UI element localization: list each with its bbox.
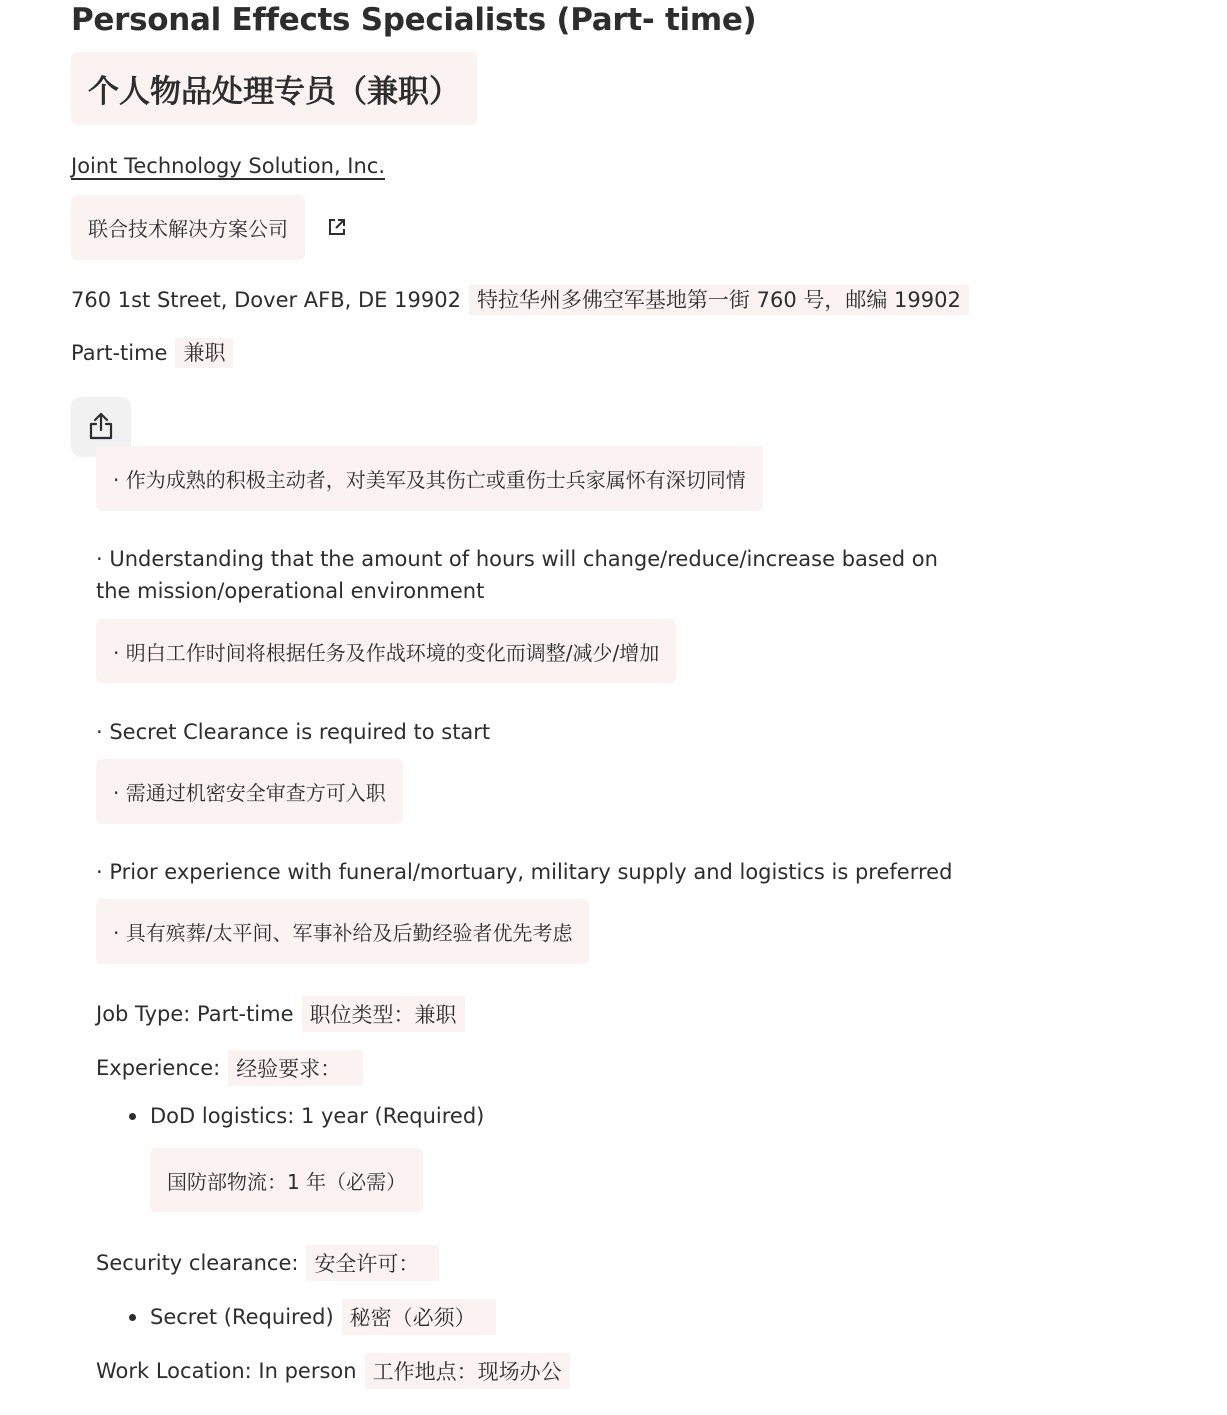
job-title-translation: 个人物品处理专员（兼职）: [71, 52, 477, 125]
security-heading: [96, 1245, 439, 1281]
security-item-translation: 秘密（必须）: [342, 1299, 496, 1335]
job-title: Personal Effects Specialists (Part- time): [71, 2, 757, 38]
experience-label-translation: 经验要求：: [228, 1050, 363, 1086]
job-type-row: [71, 337, 233, 367]
work-location-text: Work Location: In person: [96, 1359, 357, 1383]
description-partial-translation: · 作为成熟的积极主动者，对美军及其伤亡或重伤士兵家属怀有深切同情: [96, 446, 763, 511]
work-location: [96, 1353, 570, 1389]
experience-item-text: DoD logistics: 1 year (Required): [150, 1104, 485, 1128]
description-item: · Secret Clearance is required to start: [96, 720, 491, 744]
address-translation: 特拉华州多佛空军基地第一街 760 号，邮编 19902: [469, 285, 969, 315]
work-location-translation: 工作地点：现场办公: [365, 1353, 570, 1389]
bullet-icon: [129, 1314, 136, 1321]
description-item-translation: · 具有殡葬/太平间、军事补给及后勤经验者优先考虑: [96, 899, 589, 964]
experience-heading: [96, 1050, 363, 1086]
job-type-text: Part-time: [71, 341, 168, 365]
experience-item: [129, 1104, 484, 1128]
experience-label: Experience:: [96, 1056, 221, 1080]
description-item: · Understanding that the amount of hours will change/reduce/increase based on the mission/operational environment: [96, 547, 938, 603]
description-item: · Prior experience with funeral/mortuary, military supply and logistics is preferred: [96, 860, 953, 884]
experience-item-translation: 国防部物流：1 年（必需）: [150, 1148, 423, 1212]
job-type-translation: 兼职: [175, 338, 233, 368]
external-link-icon[interactable]: [327, 217, 347, 237]
bullet-icon: [129, 1113, 136, 1120]
security-label: Security clearance:: [96, 1251, 299, 1275]
security-item-text: Secret (Required): [150, 1305, 334, 1329]
address-text: 760 1st Street, Dover AFB, DE 19902: [71, 288, 461, 312]
job-type-detail: [96, 996, 465, 1032]
security-label-translation: 安全许可：: [306, 1245, 439, 1281]
security-item: [129, 1299, 496, 1335]
company-translation: 联合技术解决方案公司: [71, 195, 305, 260]
company-link[interactable]: Joint Technology Solution, Inc.: [71, 154, 386, 178]
location-row: [71, 284, 969, 314]
description-item-translation: · 明白工作时间将根据任务及作战环境的变化而调整/减少/增加: [96, 619, 676, 683]
job-type-detail-text: Job Type: Part-time: [96, 1002, 294, 1026]
share-icon: [88, 411, 114, 444]
description-item-translation: · 需通过机密安全审查方可入职: [96, 759, 403, 824]
job-type-detail-translation: 职位类型：兼职: [302, 996, 465, 1032]
